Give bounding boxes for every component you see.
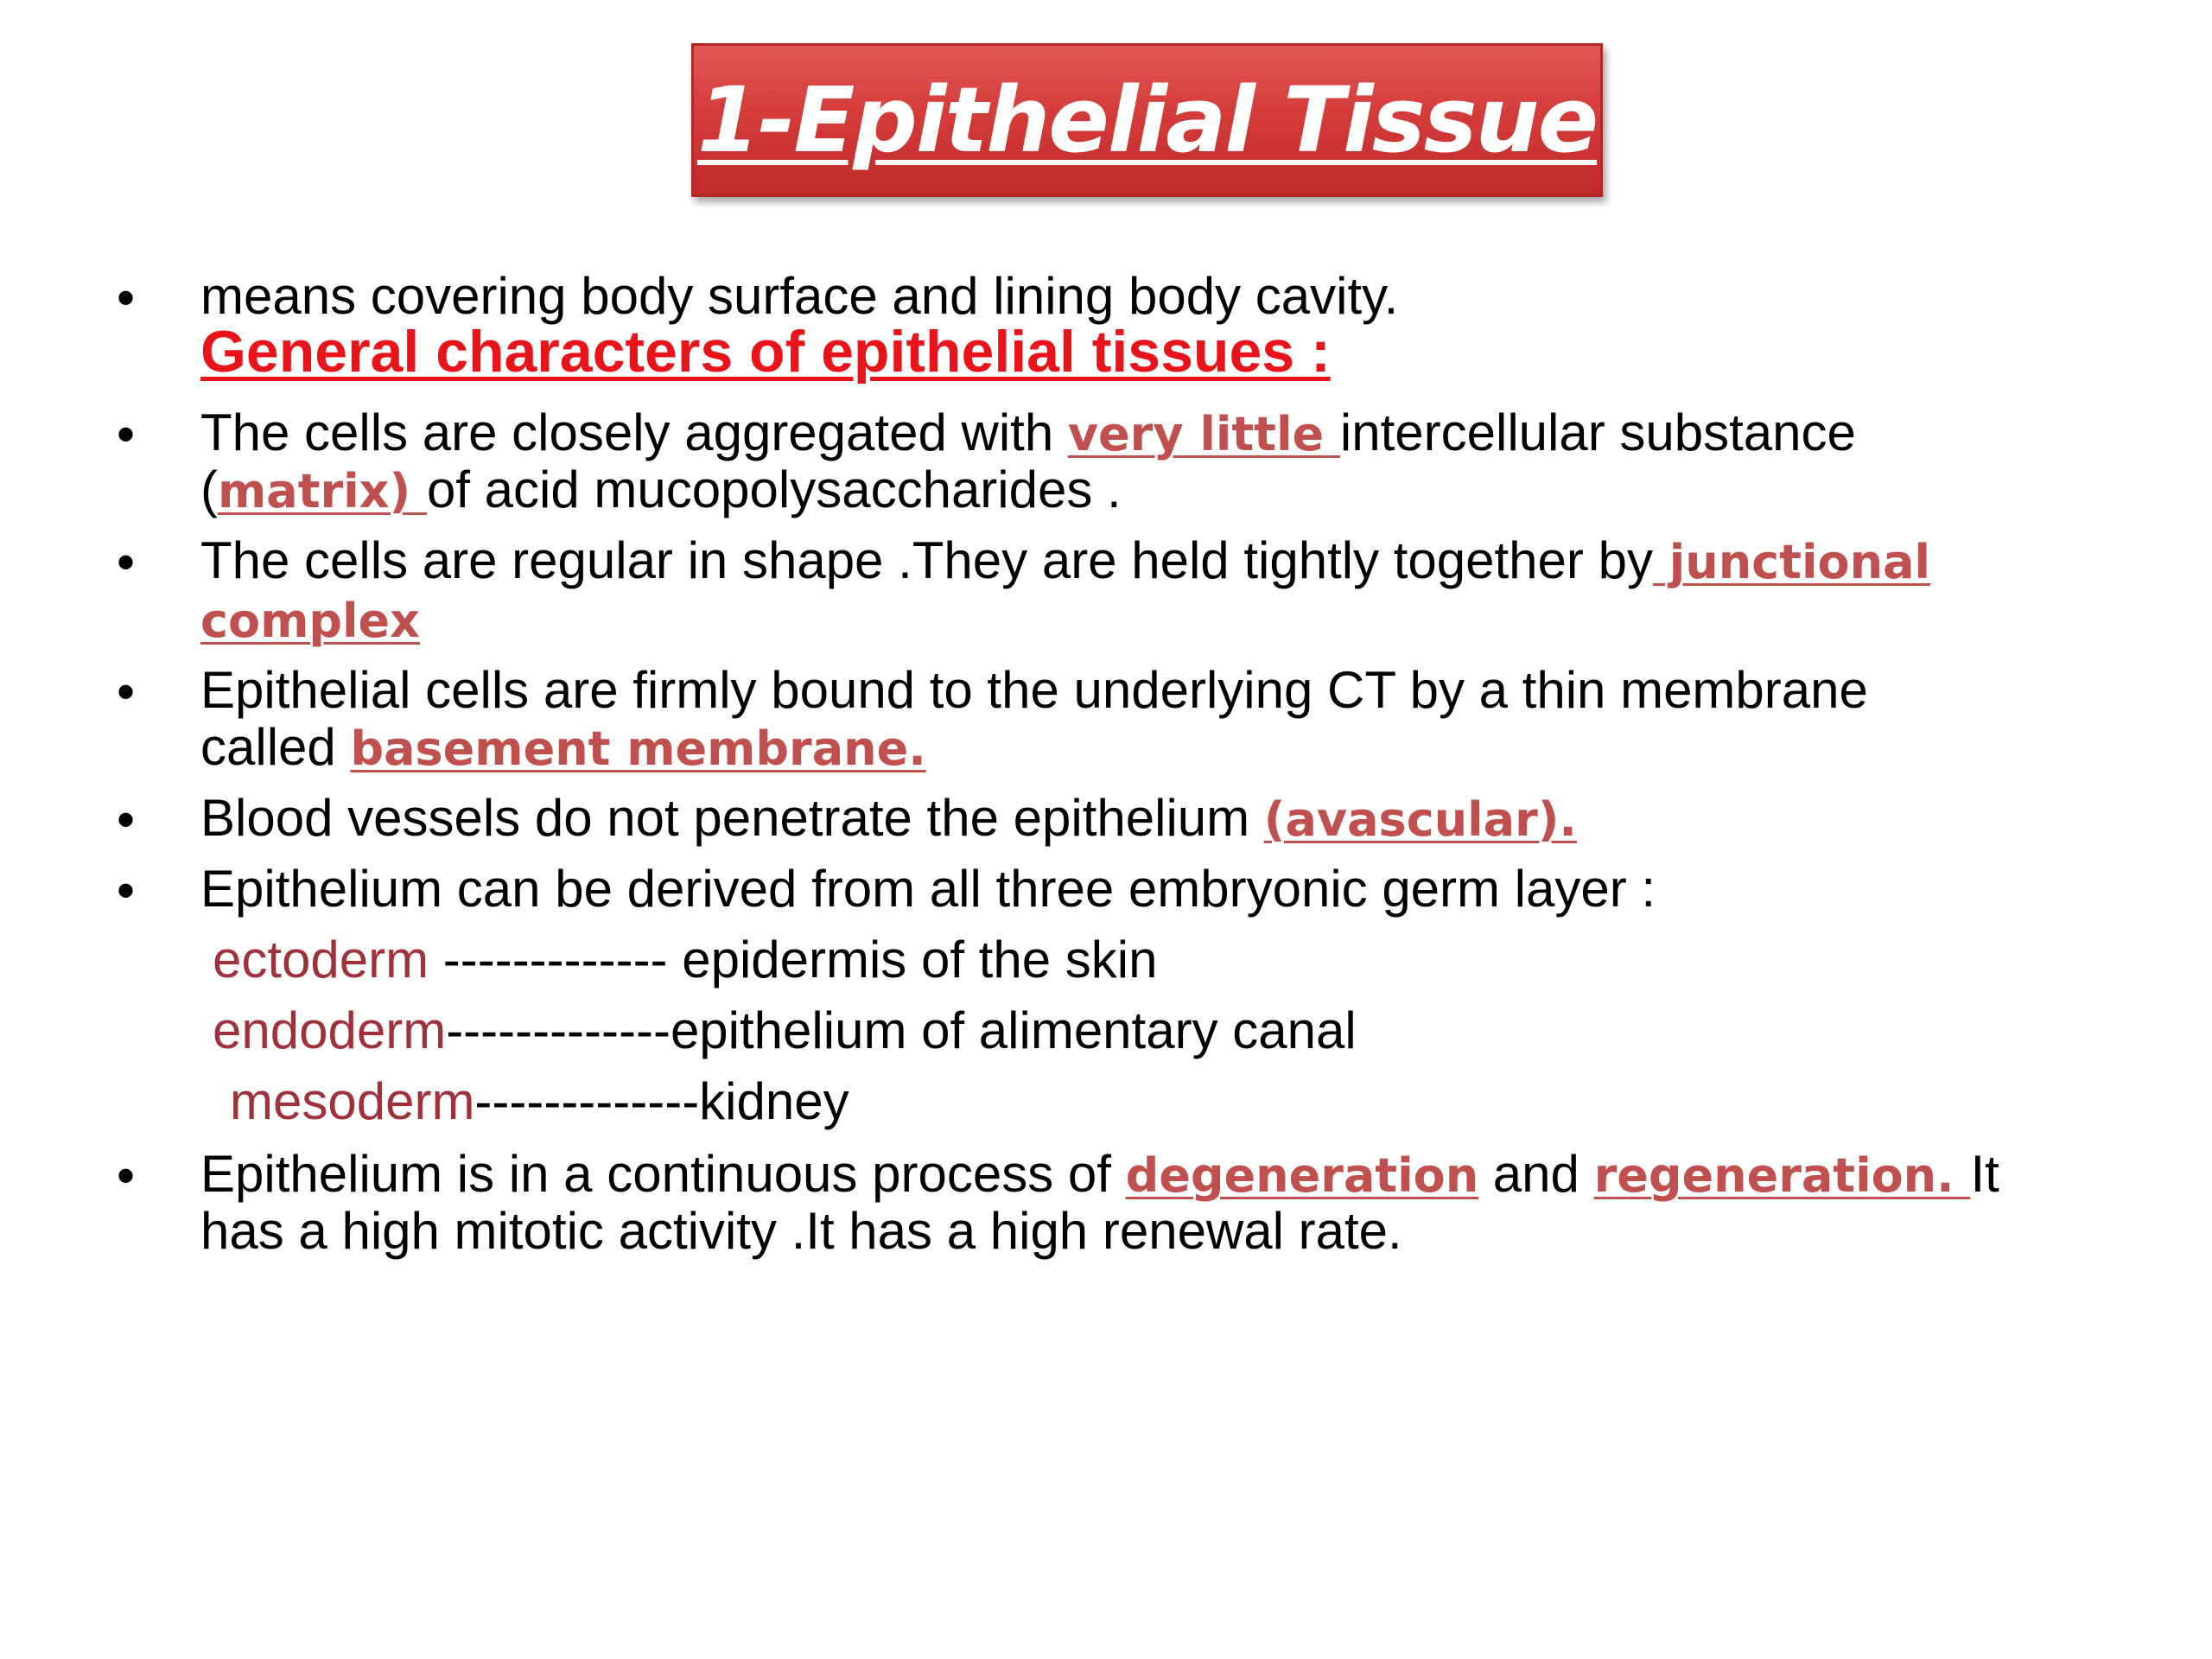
germ-layer-separator: -------------	[429, 931, 683, 988]
item2-key-junctional: junctional	[1652, 535, 1930, 589]
item1-text: intercellular substance	[1339, 404, 1856, 461]
germ-layer-row	[230, 1073, 849, 1130]
intro-line: means covering body surface and lining body cavity.	[200, 267, 1399, 325]
item3-key-basement-membrane: basement membrane.	[350, 721, 926, 776]
germ-layer-row	[213, 931, 1157, 988]
item1-key-matrix: matrix)	[217, 464, 427, 518]
intro-text	[200, 268, 1398, 325]
item4-line1	[200, 790, 1577, 849]
item3-text: called	[200, 718, 351, 776]
item6-text: It	[1970, 1145, 1999, 1203]
item1-line2	[200, 461, 1122, 520]
germ-layer-separator: -------------	[474, 1072, 700, 1130]
slide-title: 1-Epithelial Tissue	[696, 67, 1598, 173]
item6-key-regeneration: regeneration.	[1593, 1148, 1971, 1203]
title-banner	[691, 43, 1603, 197]
item3-line2	[200, 719, 926, 778]
item3-text: Epithelial cells are firmly bound to the underlying CT by a thin membrane	[200, 661, 1868, 719]
item3-line1	[200, 662, 1868, 719]
germ-layer-name: ectoderm	[213, 931, 429, 988]
item1-text: The cells are closely aggregated with	[200, 404, 1068, 461]
germ-layer-derivative: epithelium of alimentary canal	[670, 1001, 1357, 1059]
bullet-marker: •	[117, 269, 136, 327]
bullet-marker: •	[117, 405, 136, 463]
bullet-marker: •	[117, 663, 136, 721]
item6-text: and	[1478, 1145, 1594, 1203]
item6-line1	[200, 1146, 1999, 1205]
germ-layer-derivative: kidney	[699, 1072, 849, 1130]
item1-key-very-little: very little	[1067, 407, 1340, 461]
item4-key-avascular: (avascular).	[1263, 792, 1577, 847]
item5-text: Epithelium can be derived from all three embryonic germ layer :	[200, 860, 1656, 918]
item5-line1	[200, 861, 1656, 918]
germ-layer-separator: -------------	[446, 1001, 671, 1059]
item2-line1	[200, 532, 1930, 591]
germ-layer-derivative: epidermis of the skin	[682, 931, 1158, 988]
heading-text: General characters of epithelial tissues :	[200, 319, 1331, 385]
bullet-marker: •	[117, 1147, 136, 1205]
bullet-marker: •	[117, 861, 136, 919]
germ-layer-row	[213, 1002, 1357, 1059]
item1-paren: (	[200, 461, 218, 518]
item2-line2	[200, 591, 420, 650]
item6-text: has a high mitotic activity .It has a high renewal rate.	[200, 1202, 1402, 1260]
item4-text: Blood vessels do not penetrate the epithelium	[200, 789, 1264, 847]
germ-layer-name: mesoderm	[230, 1072, 475, 1130]
item2-text: The cells are regular in shape .They are held tightly together by	[200, 531, 1653, 589]
bullet-marker: •	[117, 791, 136, 849]
item6-text: Epithelium is in a continuous process of	[200, 1145, 1126, 1203]
bullet-marker: •	[117, 533, 136, 591]
item6-key-degeneration: degeneration	[1125, 1148, 1479, 1203]
item2-key-complex: complex	[200, 594, 420, 648]
germ-layer-name: endoderm	[213, 1001, 447, 1059]
item1-text: of acid mucopolysaccharides .	[426, 461, 1122, 518]
item1-line1	[200, 404, 1856, 463]
item6-line2	[200, 1203, 1402, 1260]
section-heading	[200, 319, 1331, 385]
